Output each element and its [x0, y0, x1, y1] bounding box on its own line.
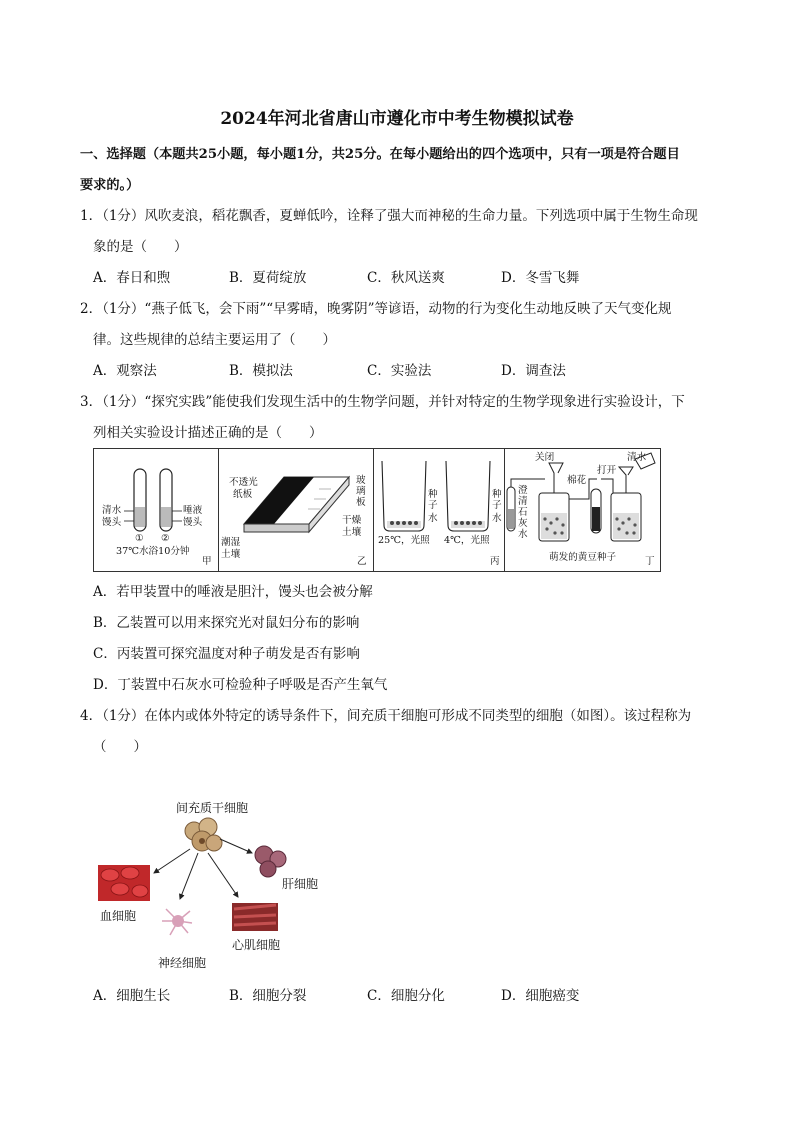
label-seed-2a: 种: [492, 489, 502, 500]
q3-stem-cont: 列相关实验设计描述正确的是（ ）: [93, 425, 323, 441]
section-heading-cont: 要求的。）: [80, 178, 140, 193]
label-condition-4c: 4℃，光照: [444, 535, 490, 546]
tube-number-2: ②: [161, 533, 170, 544]
q4-figure: [92, 795, 342, 975]
beakers-diagram: [374, 449, 505, 571]
label-mantou-1: 馒头: [102, 517, 122, 528]
label-saliva: 唾液: [183, 505, 203, 516]
label-glass-2: 璃: [356, 486, 366, 497]
panel-tag-ding: 丁: [645, 556, 655, 567]
q4-option-c[interactable]: C．细胞分化: [367, 988, 445, 1004]
label-stem-cell: 间充质干细胞: [176, 801, 249, 815]
panel-tag-bing: 丙: [490, 556, 500, 567]
q3-option-d[interactable]: D．丁装置中石灰水可检验种子呼吸是否产生氧气: [93, 677, 388, 693]
q4-option-b[interactable]: B．细胞分裂: [229, 988, 307, 1004]
q3-option-a[interactable]: A．若甲装置中的唾液是胆汁，馒头也会被分解: [93, 584, 373, 600]
label-opaque-2: 纸板: [233, 489, 253, 500]
q4-option-a[interactable]: A．细胞生长: [93, 988, 171, 1004]
label-blood-cell: 血细胞: [100, 909, 137, 923]
q4-stem-cont: （ ）: [93, 739, 147, 755]
q3-figure: [93, 448, 661, 572]
q4-option-d[interactable]: D．细胞癌变: [501, 988, 580, 1004]
label-dry-soil-2: 土壤: [342, 527, 362, 538]
figure-panel-ding: [505, 449, 660, 571]
q4-stem: 4．（1分）在体内或体外特定的诱导条件下，间充质干细胞可形成不同类型的细胞（如图）。该过程称为: [80, 708, 692, 724]
q1-option-a[interactable]: A．春日和煦: [93, 270, 171, 286]
label-heart-muscle-cell: 心肌细胞: [232, 938, 281, 952]
label-wet-soil-2: 土壤: [221, 549, 241, 560]
label-liver-cell: 肝细胞: [282, 877, 319, 891]
tube-number-1: ①: [135, 533, 144, 544]
q3-option-c[interactable]: C．丙装置可探究温度对种子萌发是否有影响: [93, 646, 360, 662]
label-open: 打开: [597, 465, 617, 476]
label-lime-4: 灰: [518, 518, 528, 529]
q3-option-b[interactable]: B．乙装置可以用来探究光对鼠妇分布的影响: [93, 615, 360, 631]
label-mantou-2: 馒头: [183, 517, 203, 528]
q1-stem: 1．（1分）风吹麦浪，稻花飘香，夏蝉低吟，诠释了强大而神秘的生命力量。下列选项中属于生物生命现: [80, 208, 698, 224]
label-lime-1: 澄: [518, 485, 528, 496]
q2-option-a[interactable]: A．观察法: [93, 363, 157, 379]
label-water-2: 水: [492, 513, 502, 524]
panel-tag-yi: 乙: [357, 556, 367, 567]
q1-option-d[interactable]: D．冬雪飞舞: [501, 270, 580, 286]
label-water-bath: 37℃水浴10分钟: [116, 546, 190, 557]
label-germinating-seeds: 萌发的黄豆种子: [549, 552, 617, 563]
label-seed-2b: 子: [492, 500, 502, 511]
label-condition-25c: 25℃，光照: [378, 535, 430, 546]
label-opaque-1: 不透光: [229, 477, 258, 488]
label-lime-3: 石: [518, 507, 528, 518]
q2-stem: 2．（1分）“燕子低飞，会下雨”“早雾晴，晚雾阴”等谚语，动物的行为变化生动地反映了天气变化规: [80, 301, 672, 317]
label-closed: 关闭: [535, 452, 555, 463]
label-lime-2: 清: [518, 496, 528, 507]
label-seed-1a: 种: [428, 489, 438, 500]
q3-stem: 3．（1分）“探究实践”能使我们发现生活中的生物学问题，并针对特定的生物学现象进行实验设计，下: [80, 394, 685, 410]
label-cotton: 棉花: [567, 475, 587, 486]
label-clear-water: 清水: [102, 505, 122, 516]
figure-panel-jia: [94, 449, 219, 571]
q2-option-b[interactable]: B．模拟法: [229, 363, 293, 379]
label-nerve-cell: 神经细胞: [158, 956, 207, 970]
label-glass-1: 玻: [356, 475, 366, 486]
q1-option-c[interactable]: C．秋风送爽: [367, 270, 445, 286]
figure-panel-yi: [219, 449, 374, 571]
q1-option-b[interactable]: B．夏荷绽放: [229, 270, 307, 286]
soil-box-diagram: [219, 449, 374, 571]
q2-option-c[interactable]: C．实验法: [367, 363, 432, 379]
label-wet-soil-1: 潮湿: [221, 537, 241, 548]
page-title: 2024年河北省唐山市遵化市中考生物模拟试卷: [220, 109, 574, 129]
label-clear-water-ding: 清水: [627, 452, 647, 463]
label-water-1: 水: [428, 513, 438, 524]
figure-panel-bing: [374, 449, 505, 571]
section-heading: 一、选择题（本题共25小题，每小题1分，共25分。在每小题给出的四个选项中，只有一项是符合题目: [80, 147, 680, 162]
label-dry-soil-1: 干燥: [342, 515, 362, 526]
label-lime-5: 水: [518, 529, 528, 540]
q2-option-d[interactable]: D．调查法: [501, 363, 566, 379]
label-glass-3: 板: [356, 497, 366, 508]
label-seed-1b: 子: [428, 500, 438, 511]
panel-tag-jia: 甲: [202, 556, 212, 567]
q1-stem-cont: 象的是（ ）: [93, 239, 188, 255]
q2-stem-cont: 律。这些规律的总结主要运用了（ ）: [93, 332, 336, 348]
